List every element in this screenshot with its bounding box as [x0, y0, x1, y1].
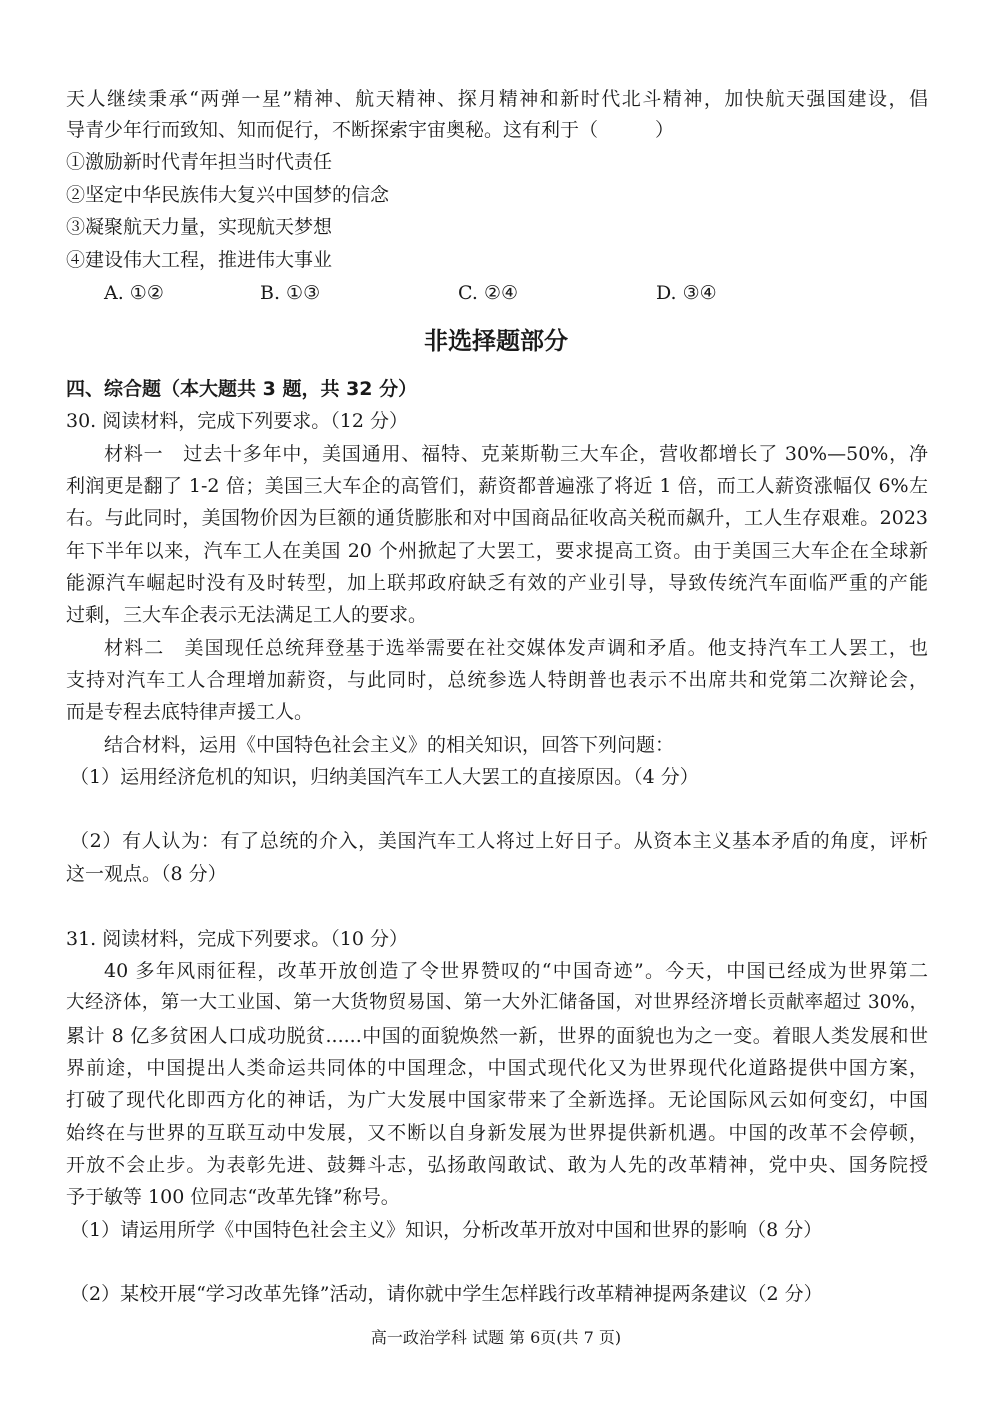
- q31-material-line-8: 予于敏等 100 位同志“改革先锋”称号。: [66, 1186, 400, 1208]
- q30-material2-line-2: 支持对汽车工人合理增加薪资，与此同时，总统参选人特朗普也表示不出席共和党第二次辩论会，: [66, 669, 928, 691]
- q31-material-line-3: 累计 8 亿多贫困人口成功脱贫......中国的面貌焕然一新，世界的面貌也为之一变。着眼人类发展和世: [66, 1025, 928, 1047]
- prev-question-line-2: 导青少年行而致知、知而促行，不断探索宇宙奥秘。这有利于（ ）: [66, 119, 675, 141]
- q31-title: 31. 阅读材料，完成下列要求。（10 分）: [66, 928, 408, 950]
- q31-sub-question-1: （1）请运用所学《中国特色社会主义》知识，分析改革开放对中国和世界的影响（8 分）: [70, 1219, 823, 1241]
- q31-material-line-4: 界前途，中国提出人类命运共同体的中国理念，中国式现代化又为世界现代化道路提供中国方案，: [66, 1057, 928, 1079]
- statement-4: ④建设伟大工程，推进伟大事业: [66, 249, 333, 271]
- choice-b: B. ①③: [260, 282, 321, 304]
- q31-material-line-2: 大经济体，第一大工业国、第一大货物贸易国、第一大外汇储备国，对世界经济增长贡献率超过 30%，: [66, 992, 928, 1013]
- statement-2: ②坚定中华民族伟大复兴中国梦的信念: [66, 184, 390, 206]
- q30-sub-question-2-line-2: 这一观点。（8 分）: [66, 863, 227, 885]
- choice-d: D. ③④: [656, 282, 717, 304]
- q30-title: 30. 阅读材料，完成下列要求。（12 分）: [66, 410, 408, 432]
- prev-question-line-1: 天人继续秉承“两弹一星”精神、航天精神、探月精神和新时代北斗精神，加快航天强国建设，倡: [66, 88, 928, 110]
- q30-material2-line-3: 而是专程去底特律声援工人。: [66, 701, 314, 723]
- q30-material1-line-6: 过剩，三大车企表示无法满足工人的要求。: [66, 604, 428, 626]
- q30-prompt: 结合材料，运用《中国特色社会主义》的相关知识，回答下列问题：: [104, 734, 675, 756]
- section-title: 非选择题部分: [424, 327, 568, 355]
- q30-material1-line-1: 材料一 过去十多年中，美国通用、福特、克莱斯勒三大车企，营收都增长了 30%—50%，净: [104, 443, 928, 465]
- choice-c: C. ②④: [458, 282, 519, 304]
- choice-a: A. ①②: [104, 282, 164, 304]
- q30-material1-line-2: 利润更是翻了 1-2 倍；美国三大车企的高管们，薪资都普遍涨了将近 1 倍，而工人薪资涨幅仅 6%左: [66, 475, 928, 497]
- q30-material1-line-3: 右。与此同时，美国物价因为巨额的通货膨胀和对中国商品征收高关税而飙升，工人生存艰难。2023: [66, 507, 928, 529]
- q31-sub-question-2: （2）某校开展“学习改革先锋”活动，请你就中学生怎样践行改革精神提两条建议（2 分）: [70, 1283, 823, 1305]
- q30-sub-question-2-line-1: （2）有人认为：有了总统的介入，美国汽车工人将过上好日子。从资本主义基本矛盾的角度，评析: [70, 830, 928, 852]
- q30-material1-line-4: 年下半年以来，汽车工人在美国 20 个州掀起了大罢工，要求提高工资。由于美国三大车企在全球新: [66, 540, 928, 562]
- q30-material1-line-5: 能源汽车崛起时没有及时转型，加上联邦政府缺乏有效的产业引导，导致传统汽车面临严重的产能: [66, 572, 928, 594]
- statement-3: ③凝聚航天力量，实现航天梦想: [66, 216, 333, 238]
- statement-1: ①激励新时代青年担当时代责任: [66, 151, 333, 173]
- q31-material-line-6: 始终在与世界的互联互动中发展，又不断以自身新发展为世界提供新机遇。中国的改革不会停顿，: [66, 1122, 928, 1144]
- part-heading: 四、综合题（本大题共 3 题，共 32 分）: [66, 378, 418, 400]
- q31-material-line-1: 40 多年风雨征程，改革开放创造了令世界赞叹的“中国奇迹”。今天，中国已经成为世界第二: [104, 960, 928, 982]
- q31-material-line-7: 开放不会止步。为表彰先进、鼓舞斗志，弘扬敢闯敢试、敢为人先的改革精神，党中央、国务院授: [66, 1154, 928, 1176]
- q31-material-line-5: 打破了现代化即西方化的神话，为广大发展中国家带来了全新选择。无论国际风云如何变幻，中国: [66, 1089, 928, 1111]
- page-footer: 高一政治学科 试题 第 6页(共 7 页): [370, 1328, 622, 1347]
- q30-sub-question-1: （1）运用经济危机的知识，归纳美国汽车工人大罢工的直接原因。（4 分）: [70, 766, 699, 788]
- q30-material2-line-1: 材料二 美国现任总统拜登基于选举需要在社交媒体发声调和矛盾。他支持汽车工人罢工，也: [104, 637, 928, 659]
